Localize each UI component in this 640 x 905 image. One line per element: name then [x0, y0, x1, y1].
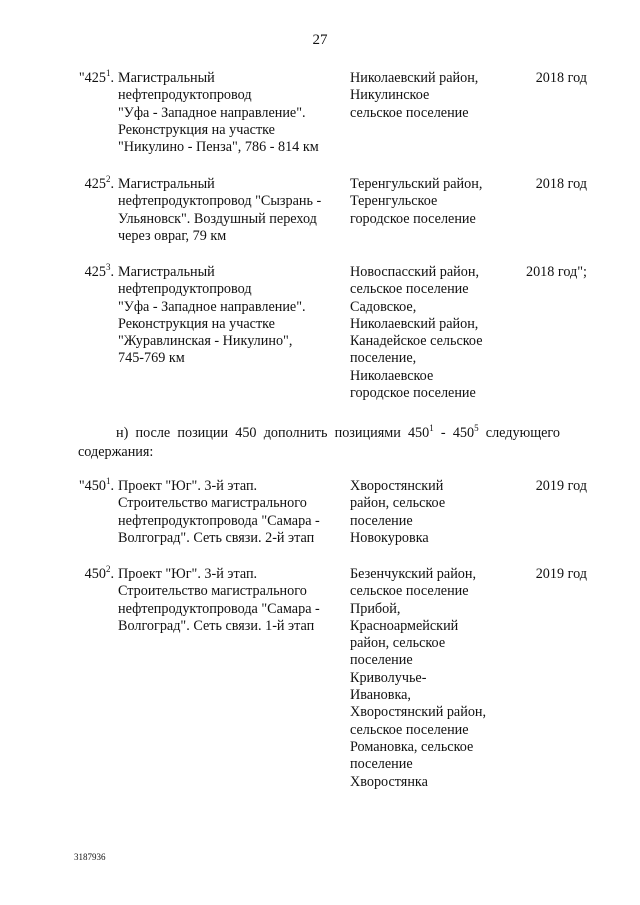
object-year: 2018 год: [535, 70, 587, 86]
object-year: 2018 год";: [525, 264, 587, 280]
object-name: Проект "Юг". 3-й этап. Строительство магистрального нефтепродуктопровода "Самара - Волгоград". Сеть связи. 2-й этап: [118, 478, 320, 546]
table-row: [0, 476, 640, 546]
position-number: "$425^1$.: [78, 68, 114, 86]
table-row: [0, 564, 640, 790]
object-location: Новоспасский район, сельское поселение Садовское, Николаевский район, Канадейское сельское поселение, Николаевское городское поселение: [350, 264, 483, 402]
object-location: Теренгульский район, Теренгульское городское поселение: [350, 176, 483, 227]
object-name: Магистральный нефтепродуктопровод "Сызрань - Ульяновск". Воздушный переход через овраг, 79 км: [118, 176, 322, 244]
table-row: [0, 68, 640, 156]
object-location: Хворостянский район, сельское поселение Новокуровка: [350, 478, 446, 546]
position-number: $450^2$.: [84, 564, 114, 582]
object-year: 2019 год: [535, 478, 587, 494]
object-name: Магистральный нефтепродуктопровод "Уфа - Западное направление". Реконструкция на участке "Журавлинская - Никулино", 745-769 км: [118, 264, 306, 367]
table-row: [0, 262, 640, 402]
page-number: 27: [312, 32, 328, 48]
table-row: [0, 174, 640, 244]
amendment-paragraph: н) после позиции 450 дополнить позициями $450^1 - 450^5$ следующего содержания:: [78, 423, 560, 460]
position-number: $425^2$.: [84, 174, 114, 192]
position-number: "$450^1$.: [78, 476, 114, 494]
object-location: Николаевский район, Никулинское сельское поселение: [350, 70, 479, 121]
object-year: 2018 год: [535, 176, 587, 192]
position-number: $425^3$.: [84, 262, 114, 280]
object-year: 2019 год: [535, 566, 587, 582]
object-name: Магистральный нефтепродуктопровод "Уфа - Западное направление". Реконструкция на участке "Никулино - Пенза", 786 - 814 км: [118, 70, 319, 156]
object-name: Проект "Юг". 3-й этап. Строительство магистрального нефтепродуктопровода "Самара - Волгоград". Сеть связи. 1-й этап: [118, 566, 320, 634]
object-location: Безенчукский район, сельское поселение Прибой, Красноармейский район, сельское поселение Криволучье- Ивановка, Хворостянский район, сельское поселение Романовка, сельское поселение Хворостянка: [350, 566, 487, 790]
document-code: 3187936: [74, 852, 106, 862]
